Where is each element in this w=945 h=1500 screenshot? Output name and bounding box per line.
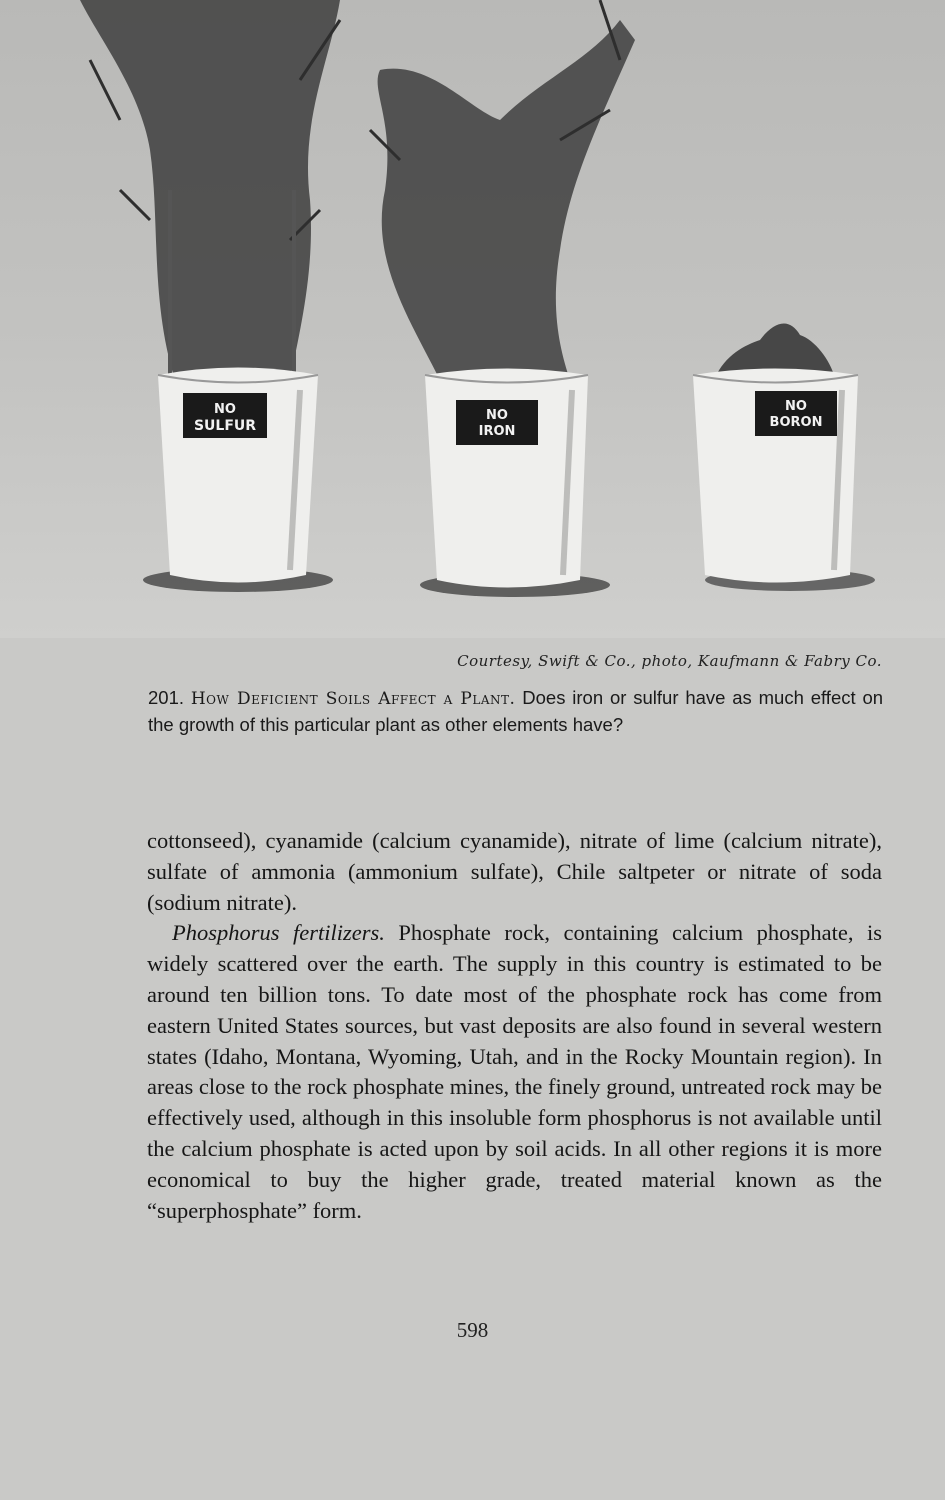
plant-photograph: [0, 0, 945, 638]
caption-text: Does iron or sulfur have as much effect on the growth of this particular plant as other elements have?: [148, 687, 884, 735]
tag-sulfur-line2: SULFUR: [193, 418, 257, 434]
tag-iron-line1: NO: [486, 408, 508, 423]
photo-credit: Courtesy, Swift & Co., photo, Kaufmann & Fabry Co.: [457, 652, 882, 670]
plant-no-sulfur: [80, 0, 340, 380]
tag-sulfur-line1: NO: [214, 402, 236, 417]
plant-no-iron: [370, 0, 635, 380]
tag-boron-line1: NO: [785, 399, 807, 414]
caption-title: How Deficient Soils Affect a Plant.: [190, 689, 516, 709]
caption-number: 201.: [148, 687, 185, 708]
paragraph-2-heading: Phosphorus fertilizers.: [172, 920, 385, 946]
paragraph-2-text: Phosphate rock, containing calcium phosphate, is widely scattered over the earth. The supply in this country is estimated to be around ten billion tons. To date most of the phosphate rock has come from eastern United States sources, but vast deposits are also found in several western states (Idaho, Montana, Wyoming, Utah, and in the Rocky Mountain region). In areas close to the rock phosphate mines, the finely ground, untreated rock may be effectively used, although in this insoluble form phosphorus is not available until the calcium phosphate is acted upon by soil acids. In all other regions it is more economical to buy the higher grade, treated material known as the “superphosphate” form.: [147, 920, 882, 1223]
pot-sulfur: [158, 368, 318, 583]
paragraph-1: cottonseed), cyanamide (calcium cyanamide), nitrate of lime (calcium nitrate), sulfate of ammonia (ammonium sulfate), Chile saltpeter or nitrate of soda (sodium nitrate).: [147, 828, 882, 915]
paragraph-2: [147, 918, 882, 1226]
tag-boron-line2: BORON: [769, 415, 823, 430]
plant-photo-illustration: [0, 0, 945, 638]
tag-iron-line2: IRON: [478, 424, 516, 439]
body-text: [147, 826, 882, 1226]
page-number: 598: [456, 1318, 489, 1342]
pot-boron: [693, 369, 858, 583]
pot-iron: [425, 369, 588, 588]
figure-caption: [148, 685, 883, 737]
